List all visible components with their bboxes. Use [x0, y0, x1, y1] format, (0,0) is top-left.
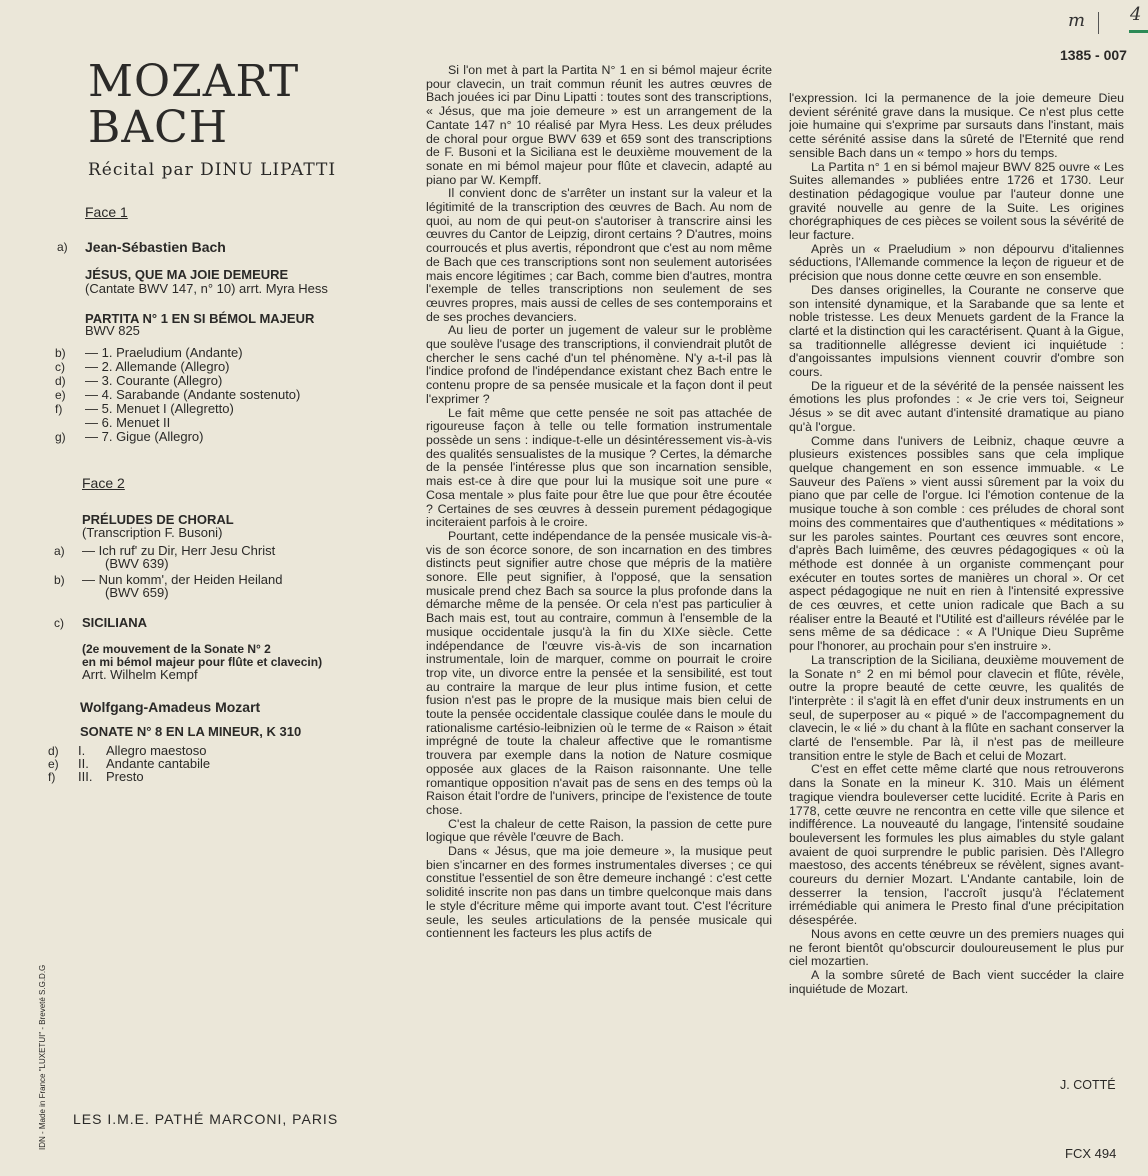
liner-notes-column-2 [789, 92, 1124, 1078]
movement-title: — 3. Courante (Allegro) [85, 373, 223, 388]
choral-bwv-b: (BWV 659) [105, 585, 169, 600]
movement-letter: f) [55, 402, 63, 416]
movement-letter: g) [55, 430, 66, 444]
movement-title: — 2. Allemande (Allegro) [85, 359, 230, 374]
track-letter: a) [54, 544, 65, 558]
work-title-siciliana: SICILIANA [82, 615, 147, 630]
movement-number: III. [78, 769, 93, 784]
movement-title: — 6. Menuet II [85, 415, 171, 430]
composer-mozart: Wolfgang-Amadeus Mozart [80, 699, 261, 715]
title-bach: BACH [88, 102, 229, 153]
handwritten-mark-left: m [1068, 10, 1086, 31]
subtitle: Récital par DINU LIPATTI [88, 160, 337, 180]
paragraph: Dans « Jésus, que ma joie demeure », la musique peut bien s'incarner en des formes instrumentales diverses ; ce qui constitue l'essentiel de son être demeure inchangé : c'est cette solidité inscrite non pas dans un timbre quelconque mais dans le style d'écriture même qui importe avant tout. C'est l'écriture seule, les seules articulations de la pensée musicale qui contiennent les facteurs les plus actifs de [426, 844, 772, 941]
paragraph: La Partita n° 1 en si bémol majeur BWV 825 ouvre « Les Suites allemandes » publiées entre 1726 et 1730. Leur destination pédagogique voulue par l'auteur donne une gravité nouvelle au genre de la Suite. Les origines chorégraphiques de ces pièces se voilent sous la sévérité de leur facture. [789, 159, 1124, 243]
work-subtitle-jesus: (Cantate BWV 147, n° 10) arrt. Myra Hess [85, 281, 328, 296]
movement-letter: d) [48, 744, 59, 758]
preludes-subtitle: (Transcription F. Busoni) [82, 525, 223, 540]
movement-title: — 1. Praeludium (Andante) [85, 345, 243, 360]
paragraph: Il convient donc de s'arrêter un instant sur la valeur et la légitimité de la transcription des œuvres de Bach. Au nom de quoi, au nom de qui peut-on s'autoriser à transcrire ainsi les œuvres du Cantor de Leipzig, diront certains ? D'autres, moins courroucés et plus avertis, répondront que c'est au nom même de Bach que ces transcriptions sont non seulement autorisées mais encore légitimes ; car Bach, comme bien d'autres, montra l'exemple de telles transcriptions non seulement de ses œuvres propres, mais aussi de celles de ses contemporains et de ses proches devanciers. [426, 186, 772, 324]
movement-title: — 4. Sarabande (Andante sostenuto) [85, 387, 301, 402]
movement-letter: e) [48, 757, 59, 771]
partita-bwv: BWV 825 [85, 323, 140, 338]
movement-letter: b) [55, 346, 66, 360]
pen-stroke [1098, 12, 1099, 34]
siciliana-arranger: Arrt. Wilhelm Kempf [82, 667, 198, 682]
paragraph: C'est la chaleur de cette Raison, la passion de cette pure logique que révèle l'œuvre de Bach. [426, 816, 772, 845]
movement-title: Presto [106, 769, 144, 784]
paragraph: Après un « Praeludium » non dépourvu d'italiennes séductions, l'Allemande commence la leçon de rigueur et de précision que nous donne cette œuvre en son ensemble. [789, 241, 1124, 284]
paragraph: Pourtant, cette indépendance de la pensée musicale vis-à-vis de son écorce sonore, de son incarnation en des timbres distincts peut signifier autre chose que mépris de la matière sonore. Elle peut signifier, à l'opposé, que la sensation musicale prend chez Bach sa source la plus profonde dans la démarche même de la pensée. Or cela n'est pas particulier à Bach mais est, tout au contraire, commun à l'ensemble de la musique occidentale jusqu'à la fin du XIXe siècle. Cette indépendance de l'œuvre vis-à-vis de son incarnation instrumentale, loin de marquer, comme on pourrait le croire trop vite, un divorce entre la pensée et la sensibilité, est tout au contraire la marque de leur plus intime fusion, et cette fusion n'est pas le propre de la musique mais bien celui de toute la pensée occidentale classique coulée dans le moule du rationalisme cartésio-leibnizien où le terme de « Raison » était imprégné de toute la chaleur affective que le romantisme trouvera par exemple dans la notion de Nature cosmique opposée aux glaces de la Raison raisonnante. Une telle romantique opposition n'avait pas de sens en des temps où la Raison était l'ordre de l'univers, principe de l'existence de toute chose. [426, 528, 772, 817]
catalog-number-top: 1385 - 007 [1060, 47, 1127, 63]
movement-title: Andante cantabile [106, 756, 211, 771]
catalog-number-bottom: FCX 494 [1065, 1146, 1117, 1161]
author-signature: J. COTTÉ [1060, 1078, 1116, 1092]
vertical-printer-note: IDN - Made in France "LUXETUI" - Breveté S.G.D.G [38, 964, 47, 1150]
title-mozart: MOZART [88, 56, 300, 107]
work-title-sonate: SONATE N° 8 EN LA MINEUR, K 310 [80, 724, 302, 739]
liner-notes-column-1 [426, 64, 772, 1076]
work-title-jesus: JÉSUS, QUE MA JOIE DEMEURE [85, 267, 289, 282]
handwritten-mark-right: 4 [1130, 4, 1142, 25]
siciliana-subtitle-1: (2e mouvement de la Sonate N° 2 [82, 642, 271, 656]
paragraph: Si l'on met à part la Partita N° 1 en si bémol majeur écrite pour clavecin, un trait commun réunit les autres œuvres de Bach jouées ici par Dinu Lipatti : toutes sont des transcriptions, « Jésus, que ma joie demeure » est un arrangement de la Cantate 147 n° 10 réalisé par Myra Hess. Les deux préludes de choral pour orgue BWV 639 et 659 sont des transcriptions de F. Busoni et la Siciliana est le deuxième mouvement de la sonate en mi bémol majeur pour flûte et clavecin, adapté au piano par W. Kempff. [426, 64, 772, 187]
movement-number: I. [78, 743, 86, 758]
paragraph: Le fait même que cette pensée ne soit pas attachée de rigoureuse façon à telle ou telle formation instrumentale possède un sens : indique-t-elle un désintéressement vis-à-vis des qualités sensualistes de la musique ? Certes, la démarche de la pensée l'intéresse plus que son incarnation sensible, mais est-ce à dire que pour lui la musique soit une pure « Cosa mentale » plus faite pour être lue que pour être écoutée ? Certaines de ses œuvres à dessein purement pédagogique inciteraient parfois à le croire. [426, 405, 772, 530]
paragraph: Comme dans l'univers de Leibniz, chaque œuvre a plusieurs existences possibles sans que cela implique quelque changement en son essence immuable. « Le Sauveur des Païens » vient aussi sûrement par la voix du piano que par celle de l'orgue. Ici l'émotion contenue de la musique touche à son comble : ces préludes de choral sont moins des commentaires que d'authentiques « méditations » sur les paroles saintes. Pourtant ces œuvres sont encore, d'après Bach luimême, des œuvres pédagogiques « où la méthode est donnée à un organiste commençant pour exécuter en toutes sortes de manières un choral ». Or cet aspect pédagogique ne nuit en rien à l'intensité expressive de ces œuvres, et cette union radicale que Bach a su réaliser entre la Beauté et l'Utilité est d'ailleurs révélée par le sens même de sa dédicace : « A l'Unique Dieu Suprême pour l'honorer, au prochain pour s'en instruire ». [789, 433, 1124, 654]
movement-title: — 5. Menuet I (Allegretto) [85, 401, 234, 416]
paragraph: A la sombre sûreté de Bach vient succéder la claire inquiétude de Mozart. [789, 968, 1124, 996]
movement-letter: d) [55, 374, 66, 388]
movement-letter: c) [55, 360, 65, 374]
track-letter: a) [57, 240, 68, 254]
paragraph: Nous avons en cette œuvre un des premiers nuages qui ne feront bientôt qu'obscurcir douloureusement le plus pur ciel mozartien. [789, 926, 1124, 969]
movement-number: II. [78, 756, 89, 771]
paragraph: l'expression. Ici la permanence de la joie demeure Dieu devient sérénité grave dans la musique. Ce n'est plus cette joie humaine qui s'exprime par sursauts dans l'instant, mais cette sérénité assise dans la sûreté de l'Eternité que rend sensible Bach dans un « tempo » hors du temps. [789, 92, 1124, 160]
movement-letter: e) [55, 388, 66, 402]
paragraph: La transcription de la Siciliana, deuxième mouvement de la Sonate n° 2 en mi bémol pour clavecin et flûte, révèle, outre la propre beauté de cette œuvre, les qualités de l'interprète : il s'agit là en effet d'unir deux instruments en un seul, de superposer au « piqué » de l'accompagnement du clavecin, le « lié » du chant à la flûte en sachant conserver la clarté de l'ensemble. Par là, il n'est pas de meilleure transition entre le style de Bach et celui de Mozart. [789, 652, 1124, 763]
movement-title: — 7. Gigue (Allegro) [85, 429, 204, 444]
choral-bwv-a: (BWV 639) [105, 556, 169, 571]
movement-letter: f) [48, 770, 56, 784]
face-1-heading: Face 1 [85, 204, 128, 220]
track-letter: b) [54, 573, 65, 587]
face-2-heading: Face 2 [82, 475, 125, 491]
paragraph: Au lieu de porter un jugement de valeur sur le problème que soulève l'usage des transcriptions, il conviendrait plutôt de chercher le sens caché d'un tel phénomène. N'y a-t-il pas là l'indice profond de l'indépendance existant chez Bach entre le contenu propre de sa pensée musicale et la façon dont il peut l'exprimer ? [426, 323, 772, 406]
work-title-preludes: PRÉLUDES DE CHORAL [82, 512, 234, 527]
choral-title-b: — Nun komm', der Heiden Heiland [82, 572, 283, 587]
work-title-partita: PARTITA N° 1 EN SI BÉMOL MAJEUR [85, 311, 315, 326]
paragraph: De la rigueur et de la sévérité de la pensée naissent les émotions les plus profondes : « Je crie vers toi, Seigneur Jésus » se dit avec autant d'intensité dramatique au piano qu'à l'orgue. [789, 378, 1124, 434]
siciliana-subtitle-2: en mi bémol majeur pour flûte et clavecin) [82, 655, 323, 669]
choral-title-a: — Ich ruf' zu Dir, Herr Jesu Christ [82, 543, 276, 558]
paragraph: Des danses originelles, la Courante ne conserve que son intensité dynamique, et la Sarabande que sa lente et noble tristesse. Les deux Menuets gardent de la France la clarté et la distinction qui les caractérisent. Quant à la Gigue, sa traditionnelle allégresse devient ici inquiétude : d'angoissantes impulsions viennent couvrir d'ombre son cours. [789, 282, 1124, 380]
green-mark [1129, 30, 1148, 33]
track-letter: c) [54, 616, 64, 630]
paragraph: C'est en effet cette même clarté que nous retrouverons dans la Sonate en la mineur K. 310. Mais un élément tragique viendra bouleverser cette lucidité. Ecrite à Paris en 1778, cette œuvre ne rencontra en cette ville que silence et indifférence. La nouveauté du langage, l'intensité soudaine bouleversent les formules les plus aimables du style galant avaient de quoi surprendre le public parisien. Dès l'Allegro maestoso, des accents ténébreux se révèlent, signes avant-coureurs du dernier Mozart. L'Andante cantabile, loin de desserrer la tension, l'accroît jusqu'à l'éclatement irrémédiable qui animera le Presto final d'une précipitation désespérée. [789, 762, 1124, 928]
composer-bach: Jean-Sébastien Bach [85, 239, 226, 255]
publisher-footer: LES I.M.E. PATHÉ MARCONI, PARIS [73, 1111, 339, 1127]
movement-title: Allegro maestoso [106, 743, 207, 758]
